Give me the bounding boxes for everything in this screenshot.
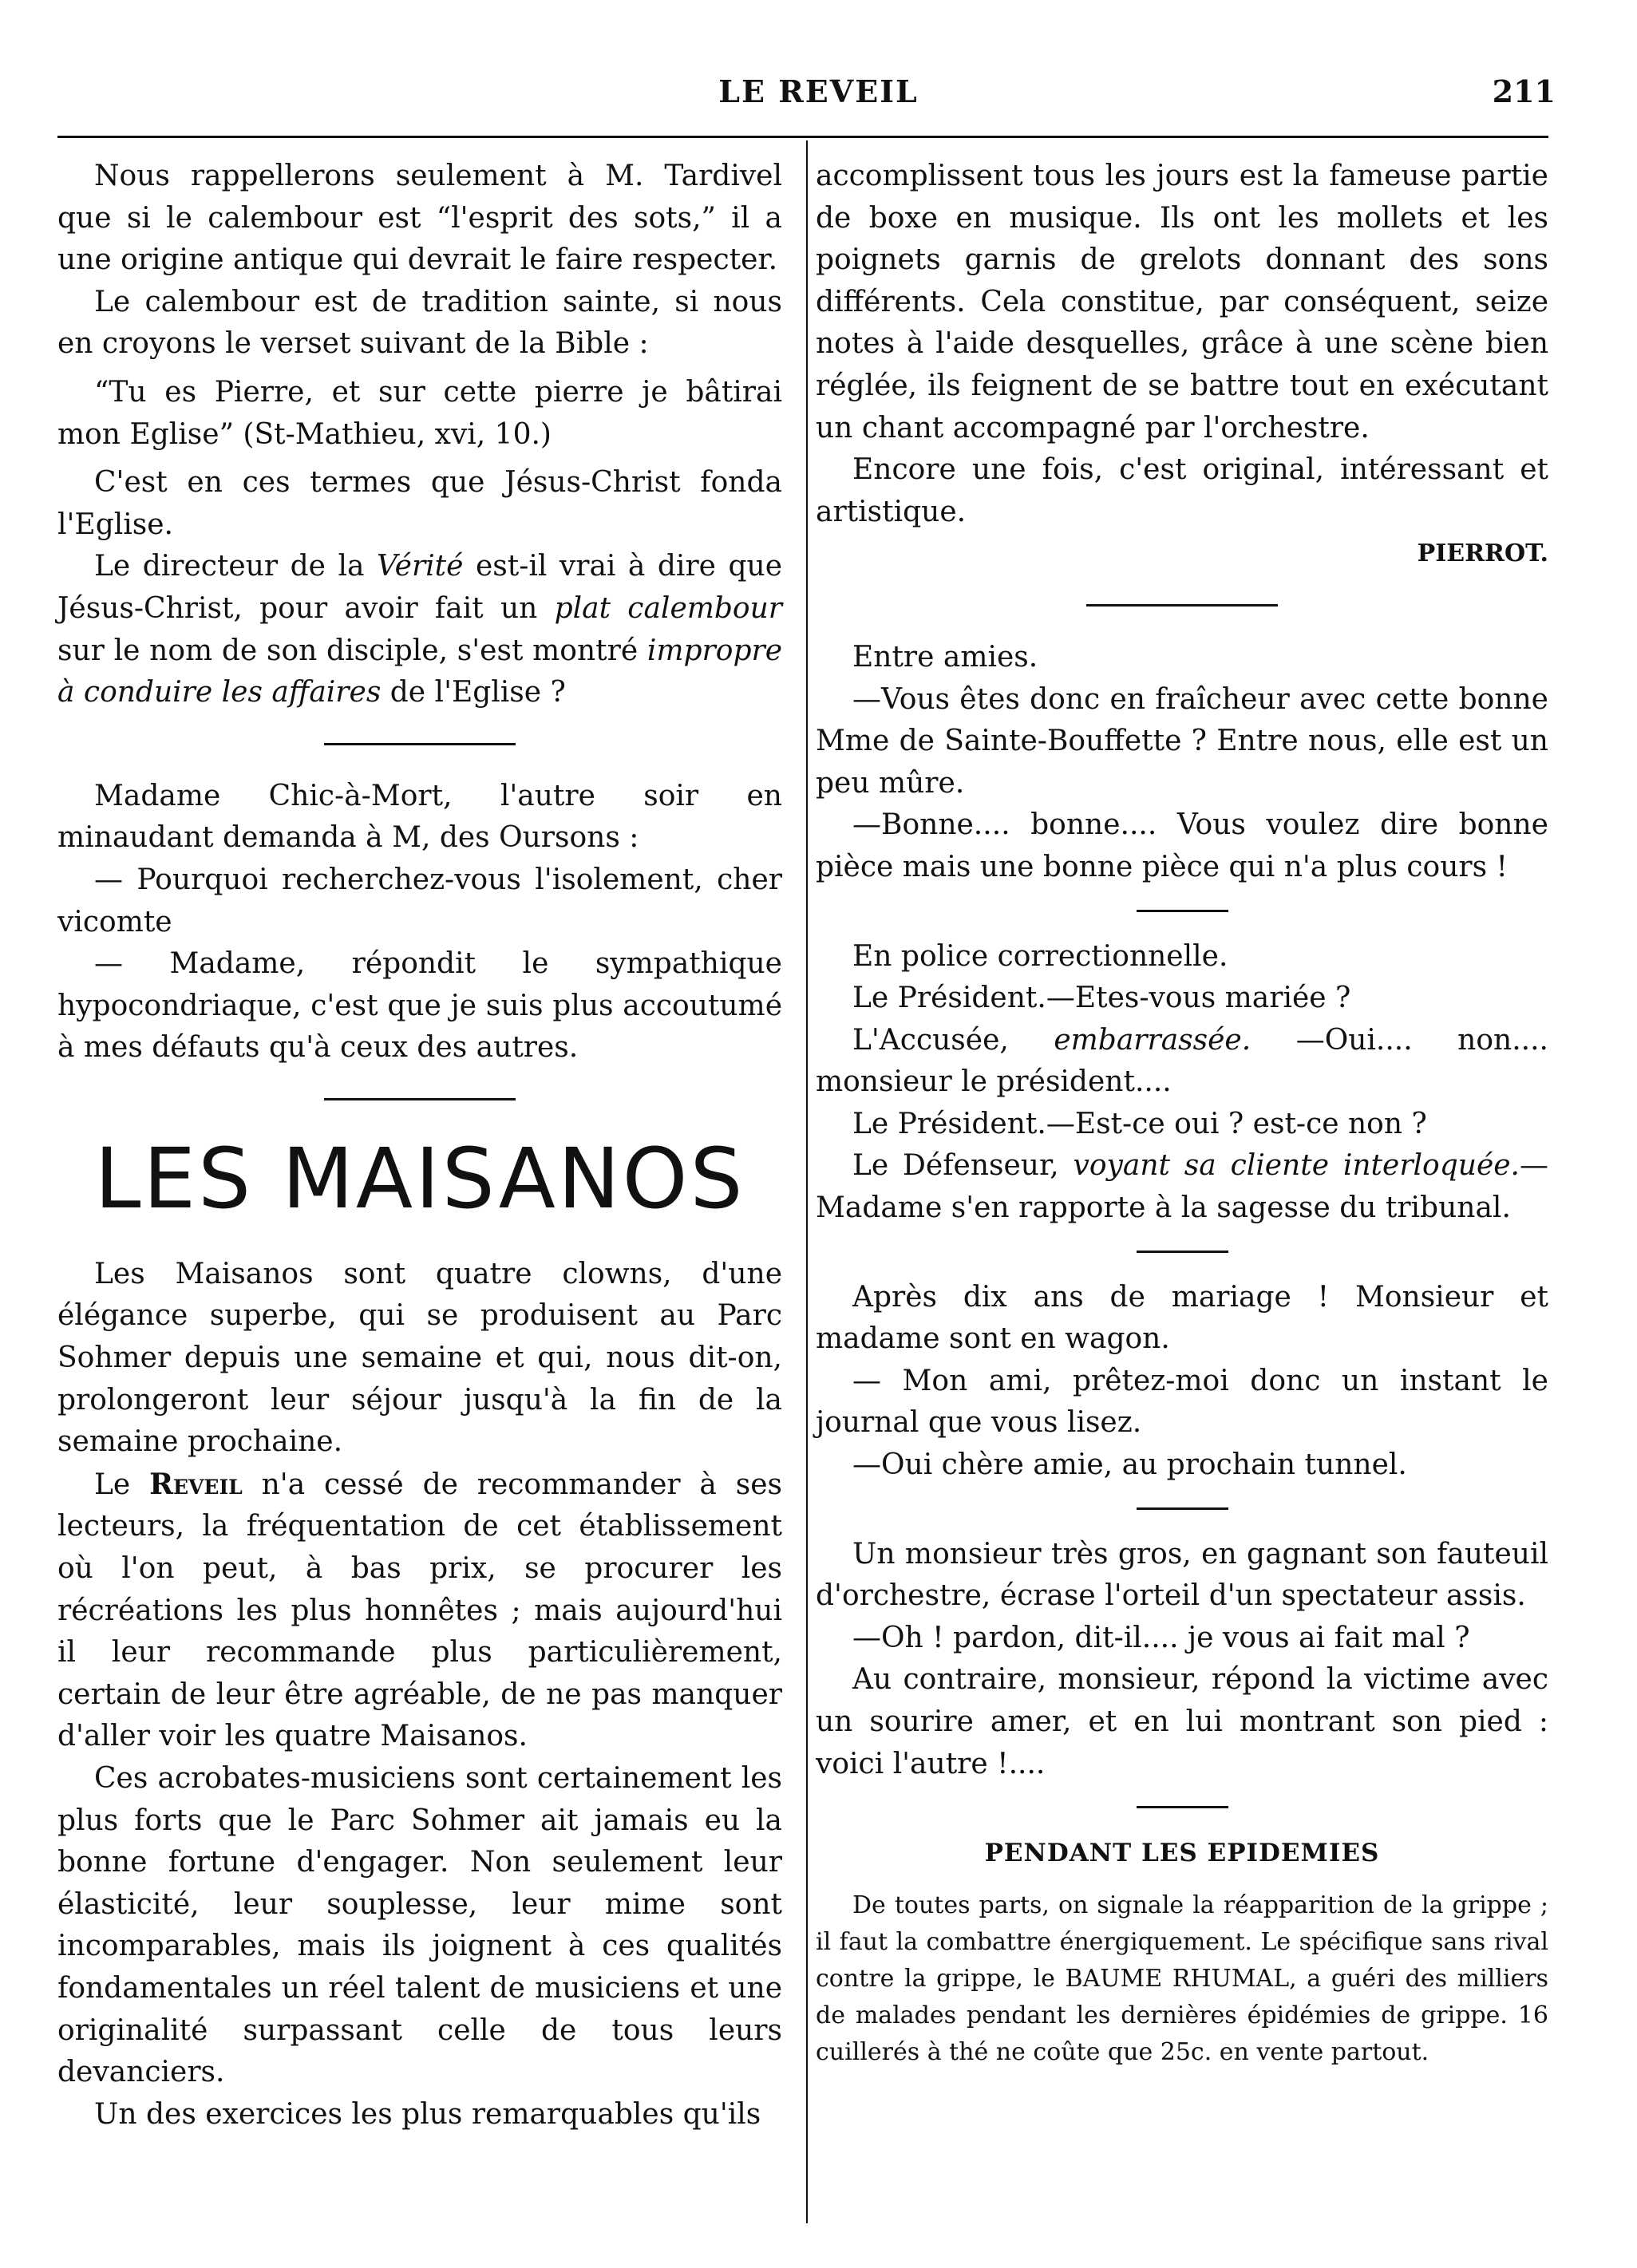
maisanos-continued: accomplissent tous les jours est la fameuse partie de boxe en musique. Ils ont les mollets et les poignets garnis de grelots donnant des sons différents. Cela constitue, par conséquent, seize notes à l'aide desquelles, grâce à une scène bien réglée, ils feignent de se battre tout en exécutant un chant accompagné par l'orchestre. bbox=[816, 160, 1548, 445]
joke-4-line-2: —Oh ! pardon, dit-il.... je vous ai fait mal ? bbox=[852, 1621, 1470, 1654]
paragraph-calembour-tradition: Le calembour est de tradition sainte, si nous en croyons le verset suivant de la Bible : bbox=[57, 285, 782, 361]
italic-embarrassee: embarrassée. bbox=[1054, 1023, 1251, 1057]
italic-interloquee: voyant sa cliente interloquée. bbox=[1073, 1149, 1520, 1183]
joke-1-line-2: —Bonne.... bonne.... Vous voulez dire bonne pièce mais une bonne pièce qui n'a plus cours ! bbox=[816, 808, 1548, 883]
paragraph-verite-question bbox=[57, 546, 782, 713]
joke-separator bbox=[1137, 1507, 1228, 1510]
text-segment: est-il vrai à dire que Jésus-Christ, pour avoir fait un bbox=[57, 550, 782, 625]
page-number: 211 bbox=[1492, 73, 1556, 109]
bible-quote: “Tu es Pierre, et sur cette pierre je bâtirai mon Eglise” (St-Mathieu, xvi, 10.) bbox=[57, 375, 782, 451]
joke-4-line-3: Au contraire, monsieur, répond la victime avec un sourire amer, et en lui montrant son pied : voici l'autre !.... bbox=[816, 1663, 1548, 1780]
newspaper-name: Reveil bbox=[149, 1467, 243, 1501]
joke-4-line-1: Un monsieur très gros, en gagnant son fauteuil d'orchestre, écrase l'orteil d'un spectateur assis. bbox=[816, 1537, 1548, 1613]
joke-1-title: Entre amies. bbox=[852, 640, 1038, 674]
text-segment: de l'Eglise ? bbox=[381, 676, 566, 709]
advertisement-title: PENDANT LES EPIDEMIES bbox=[984, 1839, 1380, 1868]
joke-2-title: En police correctionnelle. bbox=[852, 939, 1228, 973]
joke-3-line-2: — Mon ami, prêtez-moi donc un instant le journal que vous lisez. bbox=[816, 1364, 1548, 1440]
text-segment: — Madame s'en rapporte à la sagesse du tribunal. bbox=[816, 1149, 1548, 1225]
maisanos-paragraph-2 bbox=[57, 1464, 782, 1758]
text-segment: sur le nom de son disciple, s'est montré bbox=[57, 634, 647, 667]
joke-2-line-3: Le Président.—Est-ce oui ? est-ce non ? bbox=[852, 1107, 1427, 1140]
author-signature: PIERROT. bbox=[1417, 539, 1548, 568]
joke-separator bbox=[1137, 1251, 1228, 1253]
joke-2-line-4 bbox=[816, 1145, 1548, 1229]
right-column bbox=[816, 156, 1548, 2077]
section-separator bbox=[324, 1098, 516, 1100]
joke-1-line-1: —Vous êtes donc en fraîcheur avec cette bonne Mme de Sainte-Bouffette ? Entre nous, elle est un peu mûre. bbox=[816, 682, 1548, 800]
maisanos-paragraph-4: Un des exercices les plus remarquables qu'ils bbox=[94, 2097, 761, 2131]
joke-2-line-1: Le Président.—Etes-vous mariée ? bbox=[852, 982, 1351, 1015]
section-separator bbox=[1086, 604, 1278, 607]
section-separator bbox=[324, 743, 516, 745]
maisanos-conclusion: Encore une fois, c'est original, intéressant et artistique. bbox=[816, 453, 1548, 528]
text-segment: L'Accusée, bbox=[852, 1023, 1054, 1057]
italic-verite: Vérité bbox=[376, 550, 464, 583]
joke-2-line-2 bbox=[816, 1020, 1548, 1104]
text-segment: n'a cessé de recommander à ses lecteurs, la fréquentation de cet établissement où l'on peut, à bas prix, se procurer les récréations les plus honnêtes ; mais aujourd'hui il leur recommande plus particulièrement, certain de leur être agréable, de ne pas manquer d'aller voir les quatre Maisanos. bbox=[57, 1468, 782, 1753]
anecdote-answer: — Madame, répondit le sympathique hypocondriaque, c'est que je suis plus accoutumé à mes défauts qu'à ceux des autres. bbox=[57, 947, 782, 1065]
joke-separator bbox=[1137, 910, 1228, 912]
joke-3-line-1: Après dix ans de mariage ! Monsieur et madame sont en wagon. bbox=[816, 1280, 1548, 1356]
paragraph-jesus-christ: C'est en ces termes que Jésus-Christ fonda l'Eglise. bbox=[57, 466, 782, 541]
page-header-title: LE REVEIL bbox=[718, 73, 919, 109]
italic-plat-calembour: plat calembour bbox=[554, 591, 782, 625]
joke-separator bbox=[1137, 1806, 1228, 1808]
header-rule bbox=[57, 136, 1548, 138]
column-divider bbox=[806, 140, 808, 2223]
text-segment: Le Défenseur, bbox=[852, 1149, 1074, 1183]
joke-3-line-3: —Oui chère amie, au prochain tunnel. bbox=[852, 1448, 1407, 1482]
anecdote-intro: Madame Chic-à-Mort, l'autre soir en minaudant demanda à M, des Oursons : bbox=[57, 779, 782, 855]
article-heading: LES MAISANOS bbox=[94, 1129, 745, 1227]
text-segment: Le bbox=[94, 1468, 150, 1501]
anecdote-question: — Pourquoi recherchez-vous l'isolement, cher vicomte bbox=[57, 863, 782, 938]
maisanos-paragraph-3: Ces acrobates-musiciens sont certainement les plus forts que le Parc Sohmer ait jamais eu la bonne fortune d'engager. Non seulement leur élasticité, leur souplesse, leur mime sont incomparables, mais ils joignent à ces qualités fondamentales un réel talent de musiciens et une originalité surpassant celle de tous leurs devanciers. bbox=[57, 1762, 782, 2089]
left-column bbox=[57, 156, 782, 2136]
text-segment: Le directeur de la bbox=[94, 550, 377, 583]
text-segment: —Oui.... non.... monsieur le président.... bbox=[816, 1023, 1548, 1099]
paragraph-tardivel: Nous rappellerons seulement à M. Tardivel que si le calembour est “l'esprit des sots,” il a une origine antique qui devrait le faire respecter. bbox=[57, 160, 782, 277]
maisanos-paragraph-1: Les Maisanos sont quatre clowns, d'une élégance superbe, qui se produisent au Parc Sohmer depuis une semaine et qui, nous dit-on, prolongeront leur séjour jusqu'à la fin de la semaine prochaine. bbox=[57, 1257, 782, 1459]
italic-impropre: impropre à conduire les affaires bbox=[57, 634, 782, 709]
advertisement-body: De toutes parts, on signale la réapparition de la grippe ; il faut la combattre énergiquement. Le spécifique sans rival contre la grippe, le BAUME RHUMAL, a guéri des milliers de malades pendant les dernières épidémies de grippe. 16 cuillerés à thé ne coûte que 25c. en vente partout. bbox=[816, 1891, 1548, 2066]
